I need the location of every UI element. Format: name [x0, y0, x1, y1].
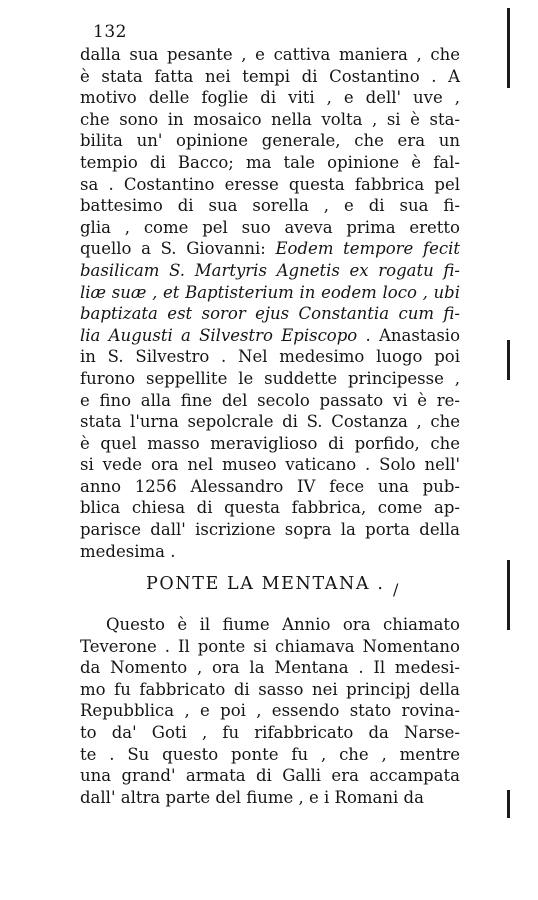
paragraph-ponte-mentana — [80, 614, 460, 808]
text-segment: glia , come pel suo aveva prima eretto — [80, 217, 460, 237]
text-line — [80, 152, 460, 174]
text-line — [80, 679, 460, 701]
text-line — [80, 217, 460, 239]
text-segment: quello a S. Giovanni: — [80, 239, 276, 259]
binding-edge-line — [507, 790, 510, 818]
text-line — [80, 282, 460, 304]
text-line — [80, 368, 460, 390]
text-segment: battesimo di sua sorella , e di sua fi- — [80, 196, 460, 216]
text-segment: parisce dall' iscrizione sopra la porta della — [80, 520, 460, 540]
text-line — [80, 411, 460, 433]
text-line — [80, 390, 460, 412]
text-segment: motivo delle foglie di viti , e dell' uve , — [80, 88, 460, 108]
text-segment: è quel masso meraviglioso di porfido, che — [80, 433, 460, 453]
text-segment: blica chiesa di questa fabbrica, come ap- — [80, 498, 460, 518]
text-line — [80, 636, 460, 658]
text-segment: Questo è il fiume Annio ora chiamato — [106, 615, 460, 634]
text-line — [80, 765, 460, 787]
text-segment: e fino alla fine del secolo passato vi è re- — [80, 390, 460, 410]
text-line — [80, 238, 460, 260]
italic-quotation-segment: Eodem tempore fecit — [275, 239, 460, 259]
text-segment: stata l'urna sepolcrale di S. Costanza , che — [80, 412, 460, 432]
text-segment: to da' Goti , fu rifabbricato da Narse- — [80, 722, 460, 742]
text-line — [80, 454, 460, 476]
italic-quotation-segment: lia Augusti a Silvestro Episcopo — [80, 325, 358, 345]
text-line — [80, 66, 460, 88]
text-line — [80, 109, 460, 131]
text-line — [80, 744, 460, 766]
text-line — [80, 519, 460, 541]
text-line — [80, 722, 460, 744]
text-segment: una grand' armata di Galli era accampata — [80, 766, 460, 786]
text-segment: da Nomento , ora la Mentana . Il medesi- — [80, 658, 460, 678]
text-line — [80, 346, 460, 368]
text-segment: . Anastasio — [357, 325, 460, 345]
binding-edge-line — [507, 340, 510, 380]
binding-edge-line — [507, 8, 510, 88]
text-line — [80, 476, 460, 498]
text-segment: furono seppellite le suddette principesse , — [80, 368, 460, 388]
text-line — [80, 303, 460, 325]
text-line — [80, 174, 460, 196]
text-segment: tempio di Bacco; ma tale opinione è fal- — [80, 152, 460, 172]
text-segment: mo fu fabbricato di sasso nei principj della — [80, 679, 460, 699]
text-segment: Repubblica , e poi , essendo stato rovina- — [80, 701, 460, 721]
italic-quotation-segment: liæ suæ , et Baptisterium in eodem loco , ubi — [80, 282, 460, 302]
text-line — [80, 260, 460, 282]
italic-quotation-segment: baptizata est soror ejus Constantia cum fi- — [80, 304, 460, 324]
text-segment: sa . Costantino eresse questa fabbrica pel — [80, 174, 460, 194]
paragraph-santa-costanza — [80, 44, 460, 562]
text-line — [80, 657, 460, 679]
text-segment: in S. Silvestro . Nel medesimo luogo poi — [80, 347, 460, 367]
text-line — [80, 325, 460, 347]
text-line — [80, 614, 460, 636]
text-line — [80, 44, 460, 66]
text-segment: dall' altra parte del fiume , e i Romani da — [80, 787, 424, 807]
text-segment: bilita un' opinione generale, che era un — [80, 131, 460, 151]
page-number: 132 — [93, 22, 127, 42]
text-segment: medesima . — [80, 541, 176, 561]
stray-ink-mark: / — [393, 580, 399, 599]
text-line — [80, 433, 460, 455]
text-segment: te . Su questo ponte fu , che , mentre — [80, 744, 460, 764]
binding-edge-line — [507, 560, 510, 630]
text-line — [80, 87, 460, 109]
text-segment: Teverone . Il ponte si chiamava Nomentano — [80, 636, 460, 656]
section-heading: PONTE LA MENTANA . — [146, 574, 385, 594]
italic-quotation-segment: basilicam S. Martyris Agnetis ex rogatu fi- — [80, 260, 460, 280]
text-segment: anno 1256 Alessandro IV fece una pub- — [80, 476, 460, 496]
text-line — [80, 130, 460, 152]
text-segment: è stata fatta nei tempi di Costantino . A — [80, 66, 460, 86]
text-segment: si vede ora nel museo vaticano . Solo nell' — [80, 455, 460, 475]
text-line — [80, 195, 460, 217]
text-line — [80, 700, 460, 722]
text-line — [80, 497, 460, 519]
text-segment: dalla sua pesante , e cattiva maniera , che — [80, 45, 460, 64]
text-line — [80, 541, 460, 563]
text-line — [80, 787, 460, 809]
text-segment: che sono in mosaico nella volta , si è sta- — [80, 109, 460, 129]
